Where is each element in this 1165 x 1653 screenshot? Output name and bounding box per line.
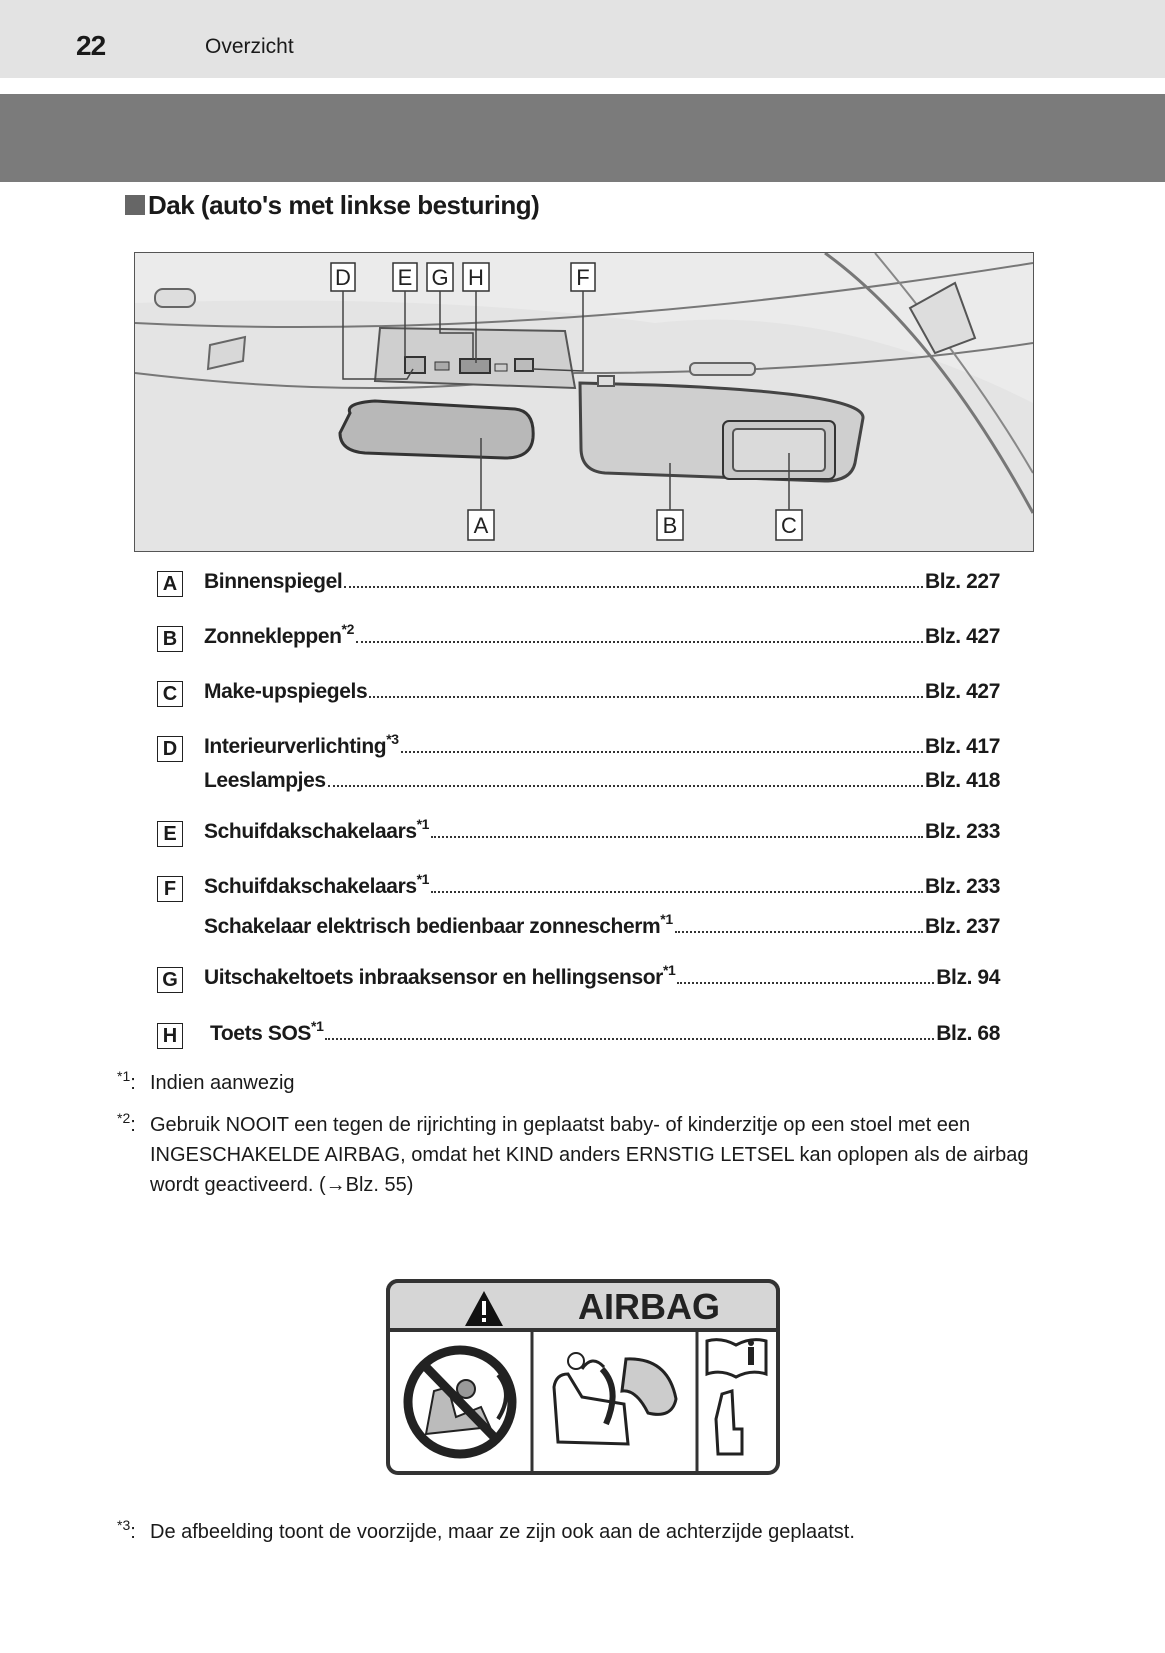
entry-row-f-2 — [157, 911, 1000, 945]
badge-h: H — [157, 1023, 183, 1049]
leader-dots — [675, 931, 923, 933]
leader-dots — [431, 891, 923, 893]
footnote-ref: *1 — [416, 816, 430, 832]
entry-line — [204, 621, 1000, 655]
callout-c: C — [781, 513, 797, 538]
page-reference: Blz. 233 — [924, 875, 1000, 898]
entry-label: Uitschakeltoets inbraaksensor en hellingsensor — [204, 966, 663, 989]
roof-drawing — [135, 253, 1033, 551]
entry-row-e — [157, 816, 1000, 850]
airbag-label-drawing — [386, 1279, 780, 1475]
callout-g: G — [431, 265, 449, 290]
entry-row-d-2 — [157, 769, 1000, 799]
callout-a: A — [473, 513, 489, 538]
entry-row-c — [157, 680, 1000, 710]
entry-line — [204, 911, 1000, 945]
page-reference: Blz. 237 — [924, 915, 1000, 938]
entry-line — [204, 769, 1000, 799]
entry-line — [204, 871, 1000, 905]
footnote-ref: *2 — [341, 621, 354, 637]
leader-dots — [431, 836, 923, 838]
entry-row-f — [157, 871, 1000, 905]
leader-dots — [344, 586, 923, 588]
entry-label: Toets SOS — [210, 1022, 312, 1045]
footnote-mark: *1 — [117, 1068, 131, 1084]
page-reference: Blz. 417 — [924, 735, 1000, 758]
page-header — [0, 0, 1165, 78]
section-square-icon — [125, 195, 145, 215]
leader-dots — [356, 641, 923, 643]
callout-e: E — [397, 265, 413, 290]
entry-row-b — [157, 621, 1000, 655]
entry-row-a — [157, 570, 1000, 600]
entry-label: Zonnekleppen — [204, 625, 342, 648]
footnote-ref: *1 — [311, 1018, 324, 1034]
page-number: 22 — [76, 30, 106, 61]
leader-dots — [328, 785, 923, 787]
entry-label: Schuifdakschakelaars — [204, 875, 417, 898]
page-reference: Blz. 418 — [924, 769, 1000, 792]
footnote-text: De afbeelding toont de voorzijde, maar ze zijn ook aan de achterzijde geplaatst. — [150, 1521, 855, 1543]
entry-label: Schuifdakschakelaars — [204, 820, 417, 843]
entry-line — [204, 680, 1000, 710]
page-reference: Blz. 427 — [924, 625, 1000, 648]
callout-h: H — [468, 265, 484, 290]
entry-label: Leeslampjes — [204, 769, 326, 792]
callout-f: F — [576, 265, 590, 290]
callout-d: D — [335, 265, 351, 290]
page-reference: Blz. 227 — [924, 570, 1000, 593]
badge-c: C — [157, 681, 183, 707]
entry-label: Schakelaar elektrisch bedienbaar zonnescherm — [204, 915, 661, 938]
entry-line — [204, 570, 1000, 600]
badge-b: B — [157, 626, 183, 652]
footnote-ref: *1 — [416, 871, 430, 887]
page-reference: Blz. 233 — [924, 820, 1000, 843]
roof-illustration — [134, 252, 1034, 552]
leader-dots — [369, 696, 923, 698]
entry-line — [210, 1018, 1000, 1052]
footnote-ref: *1 — [662, 962, 676, 978]
entry-row-h — [157, 1018, 1000, 1052]
page-reference: Blz. 427 — [924, 680, 1000, 703]
badge-a: A — [157, 571, 183, 597]
entry-row-g — [157, 962, 1000, 996]
badge-g: G — [157, 967, 183, 993]
entry-line — [204, 962, 1000, 996]
page-reference: Blz. 68 — [936, 1022, 1000, 1045]
footnote-mark: *3 — [117, 1517, 131, 1533]
entry-row-d — [157, 731, 1000, 765]
airbag-warning-label — [386, 1279, 780, 1475]
entry-line — [204, 816, 1000, 850]
section-banner — [0, 94, 1165, 182]
callout-b: B — [662, 513, 678, 538]
page-reference: Blz. 94 — [936, 966, 1000, 989]
entry-label: Interieurverlichting — [204, 735, 387, 758]
chapter-title: Overzicht — [205, 35, 294, 58]
footnote-ref: *1 — [660, 911, 673, 927]
badge-d: D — [157, 736, 183, 762]
badge-e: E — [157, 821, 183, 847]
footnote-text: Indien aanwezig — [150, 1072, 295, 1094]
entry-line — [204, 731, 1000, 765]
footnote-ref: *3 — [386, 731, 399, 747]
entry-label: Binnenspiegel — [204, 570, 343, 593]
airbag-title: AIRBAG — [578, 1286, 720, 1327]
section-title: Dak (auto's met linkse besturing) — [125, 190, 539, 221]
leader-dots — [401, 751, 923, 753]
footnote-text: Gebruik NOOIT een tegen de rijrichting in geplaatst baby- of kinderzitje op een stoel met een INGESCHAKELDE AIRBAG, omdat het KIND anders ERNSTIG LETSEL kan oplopen als de airbag wordt geactiveerd. (→Blz. 55) — [150, 1114, 1029, 1196]
entry-label: Make-upspiegels — [204, 680, 368, 703]
badge-f: F — [157, 876, 183, 902]
leader-dots — [325, 1038, 934, 1040]
footnote-mark: *2 — [117, 1110, 131, 1126]
leader-dots — [677, 982, 934, 984]
